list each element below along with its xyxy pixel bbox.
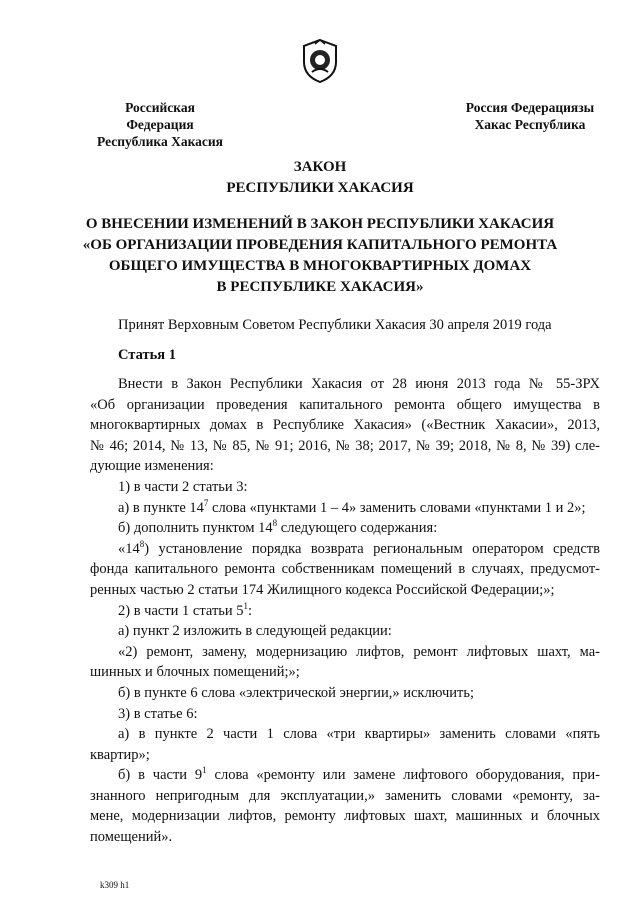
body-line: дующие изменения:: [90, 458, 214, 475]
header-left: [90, 99, 230, 150]
superscript: 1: [202, 765, 207, 776]
body-line: мене, модернизации лифтов, ремонту лифтовых шахт, машинных и блочных: [90, 808, 600, 825]
republic-emblem-icon: [300, 38, 340, 84]
adopted-line: Принят Верховным Советом Республики Хакасия 30 апреля 2019 года: [118, 317, 552, 333]
article-heading: Статья 1: [118, 347, 176, 363]
body-line: квартир»;: [90, 746, 150, 763]
title-republic: РЕСПУБЛИКИ ХАКАСИЯ: [226, 180, 414, 196]
header-right: [455, 99, 605, 133]
body-text: :: [248, 602, 253, 619]
law-subject: [0, 214, 640, 298]
body-line: [90, 518, 600, 539]
body-line: знанного непригодным для эксплуатации,» заменить словами «ремонту, за-: [90, 787, 600, 804]
body-line: «2) ремонт, замену, модернизацию лифтов, ремонт лифтовых шахт, ма-: [118, 643, 600, 660]
header-right-line2: Хакас Республика: [474, 117, 586, 132]
subject-line: «ОБ ОРГАНИЗАЦИИ ПРОВЕДЕНИЯ КАПИТАЛЬНОГО РЕМОНТА: [82, 237, 558, 253]
body-line: [90, 539, 600, 560]
footer-code: k309 h1: [100, 880, 130, 890]
superscript: 8: [272, 518, 278, 529]
body-line: № 46; 2014, № 13, № 85, № 91; 2016, № 38; 2017, № 39; 2018, № 8, № 39) сле-: [90, 437, 600, 454]
body-text: слова «пунктами 1 – 4» заменить словами «пунктами 1 и 2»;: [208, 499, 586, 516]
body-text: а) в пункте 14: [118, 499, 204, 516]
body-text: слова «ремонту или замене лифтового оборудования, при-: [206, 767, 600, 784]
law-title: [0, 157, 640, 199]
body-text: ) установление порядка возврата региональным оператором средств: [144, 540, 600, 557]
subject-line: ОБЩЕГО ИМУЩЕСТВА В МНОГОКВАРТИРНЫХ ДОМАХ: [108, 258, 532, 274]
body-line: 3) в статье 6:: [118, 705, 198, 722]
body-line: Внести в Закон Республики Хакасия от 28 июня 2013 года № 55-ЗРХ: [118, 376, 600, 392]
body-line: «Об организации проведения капитального ремонта общего имущества в: [90, 396, 600, 413]
body-text: «14: [118, 540, 140, 557]
subject-line: О ВНЕСЕНИИ ИЗМЕНЕНИЙ В ЗАКОН РЕСПУБЛИКИ ХАКАСИЯ: [85, 216, 555, 232]
body-line: б) в пункте 6 слова «электрической энергии,» исключить;: [118, 684, 474, 701]
superscript: 8: [139, 538, 145, 549]
body-line: а) пункт 2 изложить в следующей редакции:: [118, 623, 392, 640]
body-line: [90, 765, 600, 786]
body-line: фонда капитального ремонта собственникам помещений в случаях, предусмот-: [90, 561, 600, 578]
body-text: б) дополнить пунктом 14: [118, 520, 273, 537]
body-line: а) в пункте 2 части 1 слова «три квартиры» заменить словами «пять: [118, 726, 600, 743]
body-line: ренных частью 2 статьи 174 Жилищного кодекса Российской Федерации;»;: [90, 581, 555, 598]
header-left-line2: Республика Хакасия: [97, 134, 223, 149]
header-right-line1: Россия Федерациязы: [465, 100, 595, 115]
superscript: 7: [203, 497, 209, 508]
body-line: многоквартирных домах в Республике Хакасия» («Вестник Хакасии», 2013,: [90, 417, 600, 434]
body-text: б) в части 9: [118, 767, 203, 784]
body-line: шинных и блочных помещений;»;: [90, 664, 300, 681]
header-left-line1: Российская Федерация: [125, 100, 195, 132]
title-law: ЗАКОН: [293, 159, 347, 175]
body-text: следующего содержания:: [277, 520, 438, 537]
subject-line: В РЕСПУБЛИКЕ ХАКАСИЯ»: [216, 279, 424, 295]
article-body: [90, 374, 600, 848]
body-line: 1) в части 2 статьи 3:: [118, 478, 248, 495]
superscript: 1: [243, 600, 249, 611]
body-line: помещений».: [90, 829, 173, 846]
body-text: 2) в части 1 статьи 5: [118, 602, 244, 619]
body-line: [90, 601, 600, 622]
body-line: [90, 498, 600, 519]
